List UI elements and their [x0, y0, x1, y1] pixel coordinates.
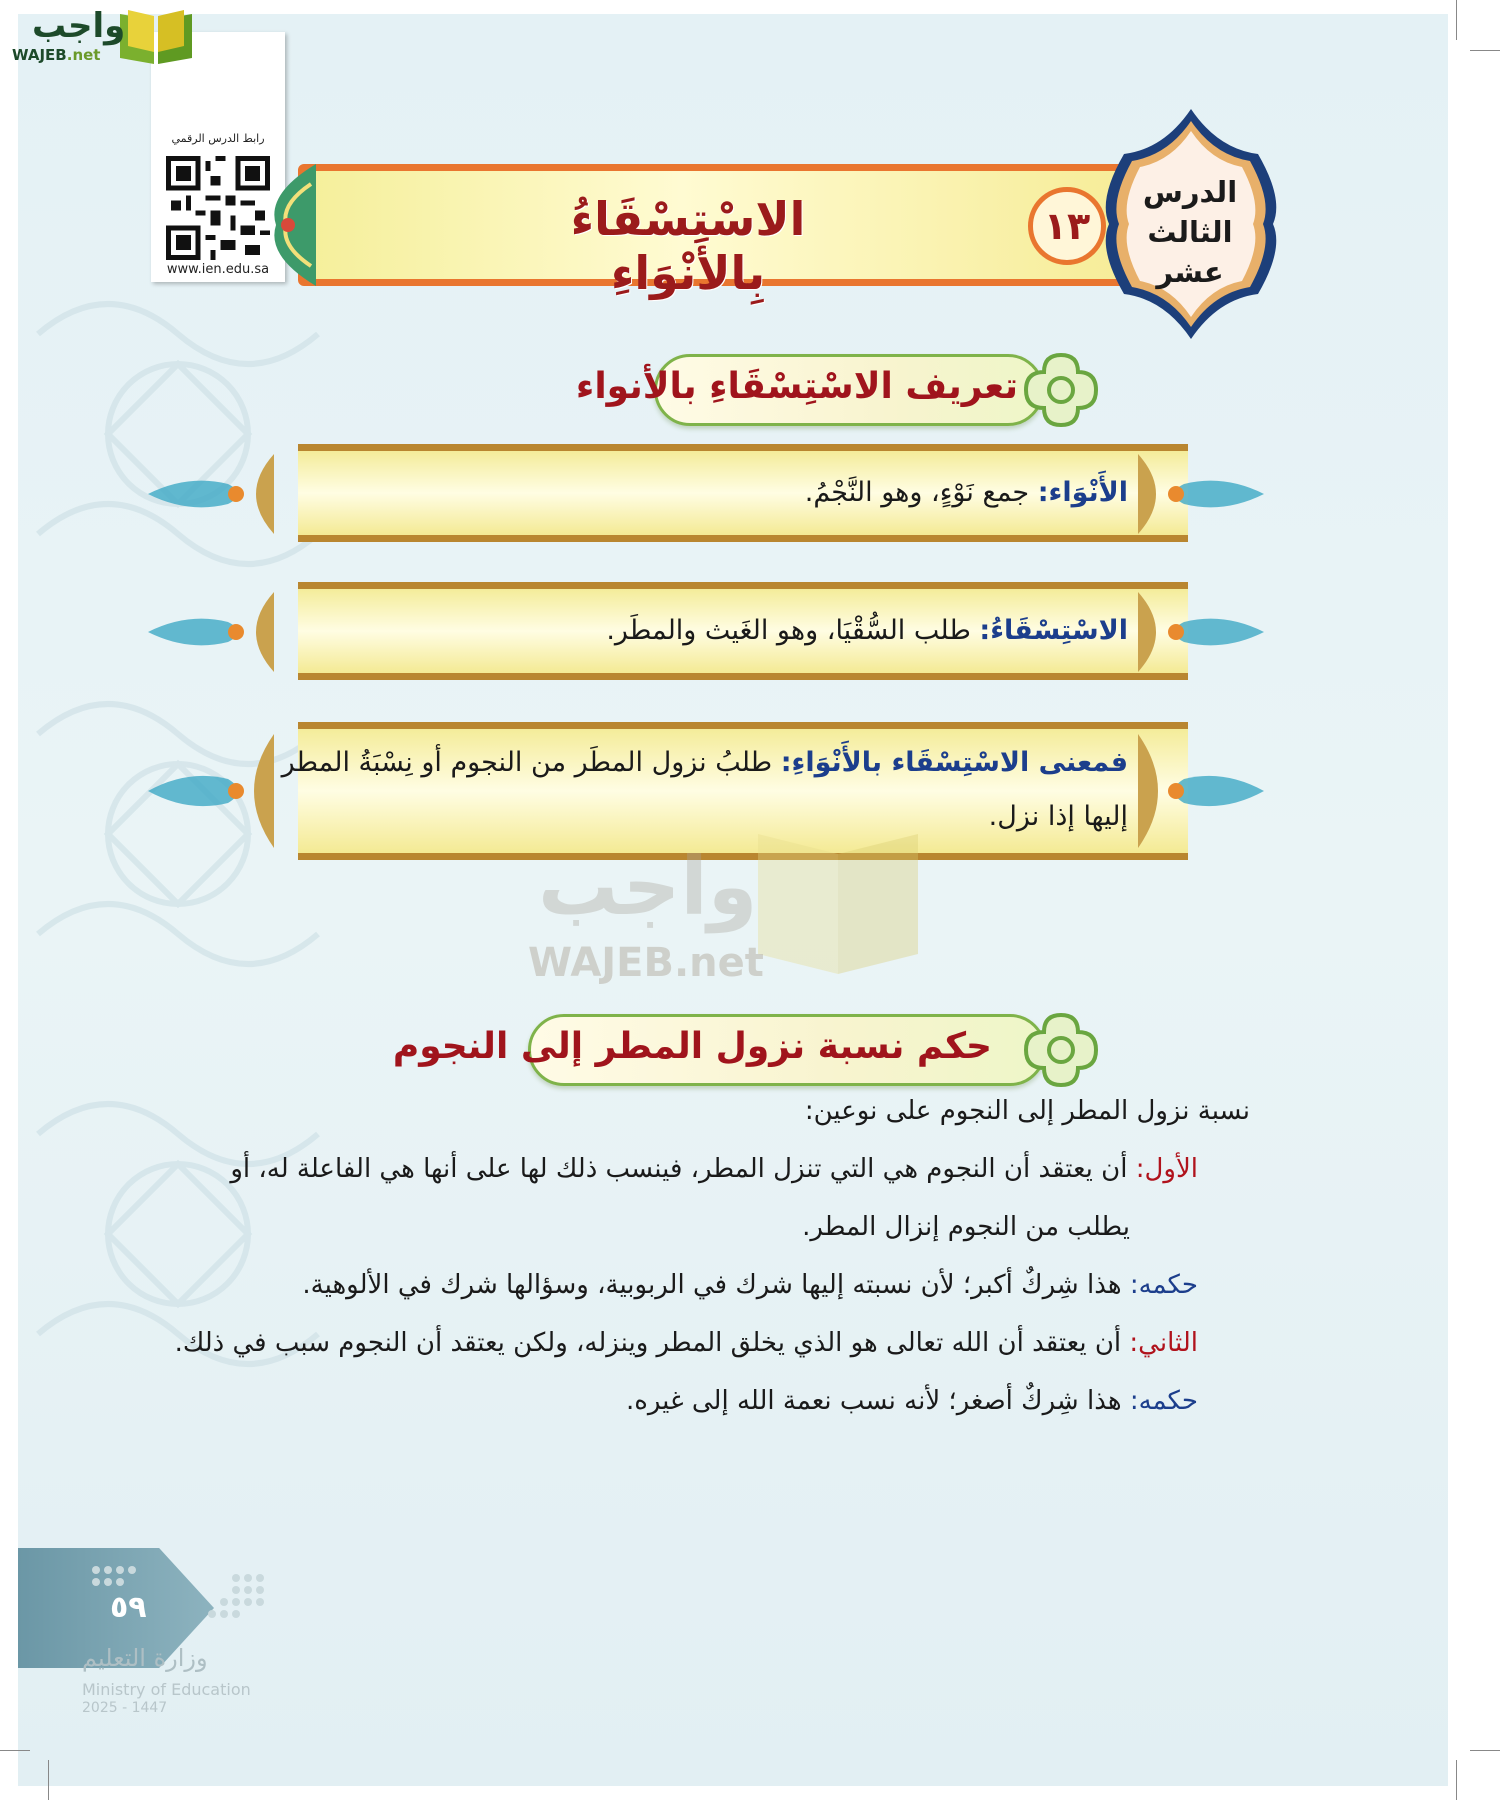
watermark-text: WAJEB.net [528, 940, 764, 986]
second-type-label: الثاني: [1129, 1328, 1198, 1358]
scroll-right-end-icon [1138, 734, 1264, 848]
first-type-label: الأول: [1135, 1154, 1198, 1184]
ministry-english: Ministry of Education [82, 1680, 251, 1699]
lesson-title: الاسْتِسْقَاءُ بِالأَنْوَاءِ [570, 192, 806, 300]
logo-arabic: واجب [32, 6, 126, 46]
definition-3-line1 [278, 736, 1128, 790]
lesson-label-line2: الثالث عشر [1147, 215, 1233, 289]
crop-mark [1456, 0, 1457, 40]
first-type-cont: يطلب من النجوم إنزال المطر. [802, 1212, 1130, 1242]
second-type [175, 1328, 1198, 1358]
crop-mark [0, 1750, 30, 1751]
first-ruling-label: حكمه: [1129, 1270, 1198, 1300]
definition-3-line2: إليها إذا نزل. [988, 801, 1128, 832]
lesson-label [1110, 172, 1270, 292]
scroll-left-end-icon [148, 734, 274, 848]
logo-latin [12, 46, 100, 64]
book-logo-icon [116, 6, 196, 66]
lesson-label-line1: الدرس [1142, 175, 1238, 209]
second-type-text: أن يعتقد أن الله تعالى هو الذي يخلق المطر وينزله، ولكن يعتقد أن النجوم سبب في ذلك. [174, 1328, 1130, 1358]
definition-1 [328, 466, 1128, 520]
first-type-text: أن يعتقد أن النجوم هي التي تنزل المطر، فينسب ذلك لها على أنها هي الفاعلة له، أو [230, 1154, 1136, 1184]
definition-3-term: فمعنى الاسْتِسْقَاء بالأَنْوَاءِ: [780, 747, 1128, 778]
lesson-number: ١٣ [1028, 187, 1106, 265]
logo-tld: .net [66, 46, 101, 64]
crop-mark [1456, 1760, 1457, 1800]
scroll-left-end-icon [148, 592, 274, 672]
qr-caption: رابط الدرس الرقمي [171, 132, 265, 145]
scroll-right-end-icon [1138, 592, 1264, 672]
ministry-year: 2025 - 1447 [82, 1700, 168, 1716]
definition-2-text: طلب السُّقْيَا، وهو الغَيث والمطَر. [606, 615, 980, 646]
second-ruling-text: هذا شِركٌ أصغر؛ لأنه نسب نعمة الله إلى غيره. [625, 1386, 1130, 1416]
crop-mark [1470, 1750, 1500, 1751]
watermark-arabic: واجب [538, 840, 758, 933]
qr-url[interactable]: www.ien.edu.sa [166, 262, 270, 277]
trefoil-ornament-icon [1018, 1007, 1104, 1093]
ministry-arabic: وزارة التعليم [82, 1644, 208, 1672]
section1-heading: تعريف الاسْتِسْقَاءِ بالأنواء [575, 366, 1018, 407]
definition-2 [328, 604, 1128, 658]
page-number: ٥٩ [110, 1590, 147, 1625]
logo-latin-name: WAJEB [12, 46, 67, 64]
definition-2-term: الاسْتِسْقَاءُ: [979, 615, 1128, 646]
definition-1-term: الأَنْوَاء: [1037, 477, 1128, 508]
section2-intro: نسبة نزول المطر إلى النجوم على نوعين: [804, 1096, 1250, 1126]
definition-1-text: جمع نَوْءٍ، وهو النَّجْمُ. [804, 477, 1038, 508]
trefoil-ornament-icon [1018, 347, 1104, 433]
scroll-left-end-icon [148, 454, 274, 534]
first-type [148, 1154, 1198, 1184]
definition-3-text: طلبُ نزول المطَر من النجوم أو نِسْبَةُ المطر [281, 747, 781, 778]
crop-mark [48, 1760, 49, 1800]
first-ruling-text: هذا شِركٌ أكبر؛ لأن نسبته إليها شرك في الربوبية، وسؤالها شرك في الألوهية. [302, 1270, 1130, 1300]
second-ruling-label: حكمه: [1129, 1386, 1198, 1416]
section2-heading: حكم نسبة نزول المطر إلى النجوم [392, 1026, 992, 1067]
wajeb-logo[interactable] [12, 6, 187, 62]
crop-mark [1470, 50, 1500, 51]
qr-code-icon[interactable] [166, 156, 270, 260]
second-ruling [626, 1386, 1198, 1416]
first-ruling [302, 1270, 1198, 1300]
banner-left-ornament-icon [256, 164, 316, 286]
scroll-right-end-icon [1138, 454, 1264, 534]
textbook-page [18, 14, 1448, 1786]
